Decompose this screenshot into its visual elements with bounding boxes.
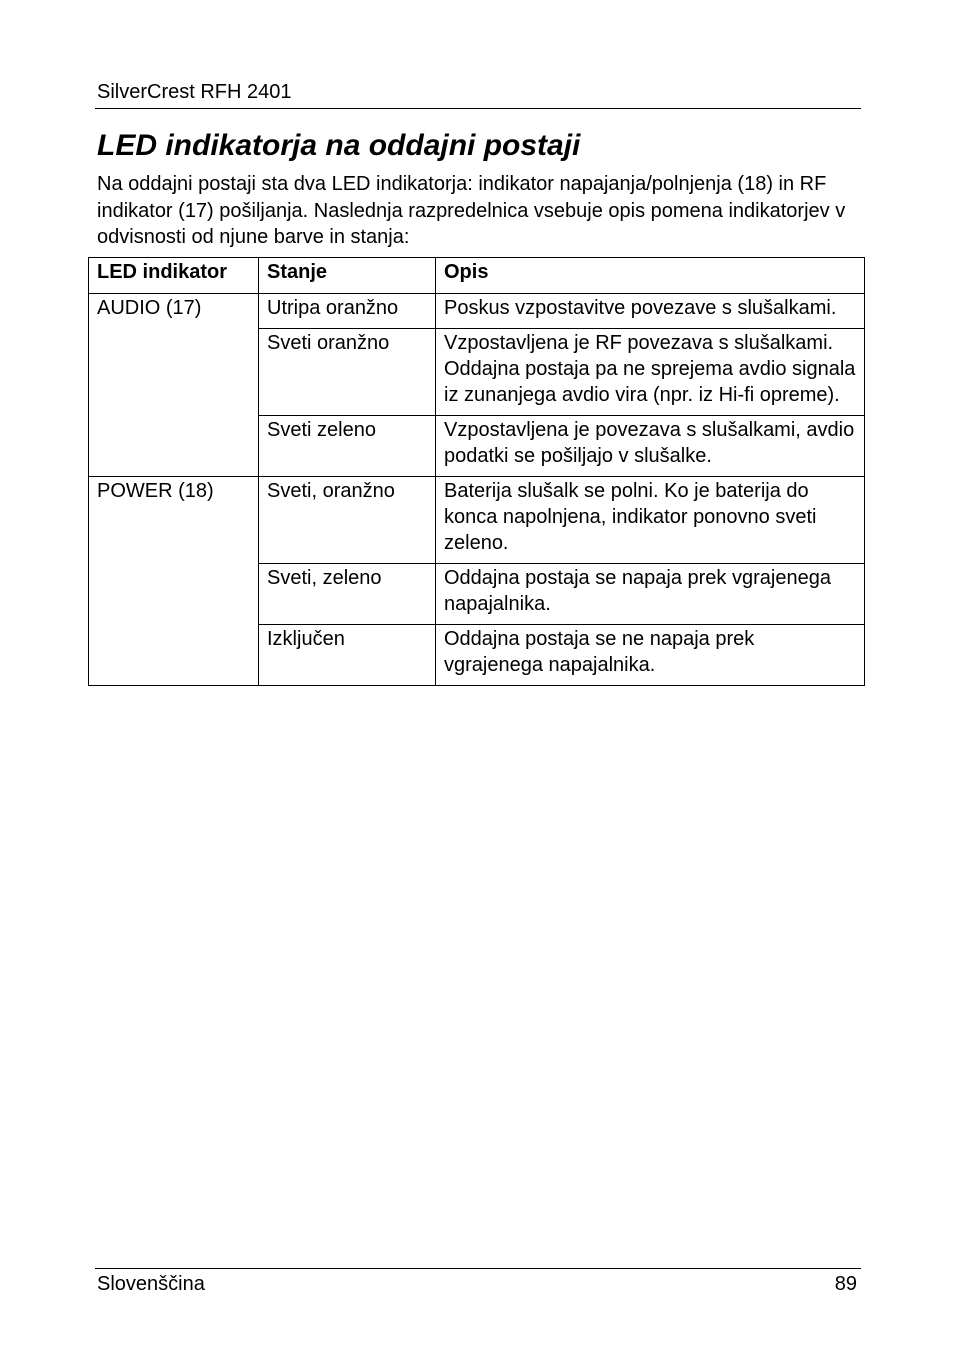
footer-divider <box>95 1268 861 1269</box>
table-header-row <box>89 258 865 294</box>
state-cell: Izključen <box>259 625 436 686</box>
footer-language: Slovenščina <box>97 1273 205 1295</box>
column-header-led-indikator: LED indikator <box>89 258 259 294</box>
description-cell: Baterija slušalk se polni. Ko je baterija do konca napolnjena, indikator ponovno sveti zeleno. <box>436 477 865 564</box>
column-header-stanje: Stanje <box>259 258 436 294</box>
state-cell: Sveti, oranžno <box>259 477 436 564</box>
indicator-cell-power: POWER (18) <box>89 477 259 686</box>
led-indicator-table <box>88 257 865 686</box>
description-cell: Poskus vzpostavitve povezave s slušalkami. <box>436 294 865 329</box>
description-cell: Oddajna postaja se ne napaja prek vgrajenega napajalnika. <box>436 625 865 686</box>
indicator-cell-audio: AUDIO (17) <box>89 294 259 477</box>
running-header: SilverCrest RFH 2401 <box>97 81 292 103</box>
column-header-opis: Opis <box>436 258 865 294</box>
table-row <box>89 294 865 329</box>
section-title: LED indikatorja na oddajni postaji <box>97 129 581 162</box>
state-cell: Sveti oranžno <box>259 329 436 416</box>
description-cell: Oddajna postaja se napaja prek vgrajenega napajalnika. <box>436 564 865 625</box>
intro-paragraph: Na oddajni postaji sta dva LED indikatorja: indikator napajanja/polnjenja (18) in RF indikator (17) pošiljanja. Naslednja razpredelnica vsebuje opis pomena indikatorjev v odvisnosti od njune barve in stanja: <box>97 173 846 248</box>
page-number: 89 <box>834 1273 857 1295</box>
state-cell: Utripa oranžno <box>259 294 436 329</box>
description-cell: Vzpostavljena je RF povezava s slušalkami. Oddajna postaja pa ne sprejema avdio signala iz zunanjega avdio vira (npr. iz Hi-fi opreme). <box>436 329 865 416</box>
table-row <box>89 477 865 564</box>
state-cell: Sveti zeleno <box>259 416 436 477</box>
description-cell: Vzpostavljena je povezava s slušalkami, avdio podatki se pošiljajo v slušalke. <box>436 416 865 477</box>
state-cell: Sveti, zeleno <box>259 564 436 625</box>
header-divider <box>95 108 861 109</box>
